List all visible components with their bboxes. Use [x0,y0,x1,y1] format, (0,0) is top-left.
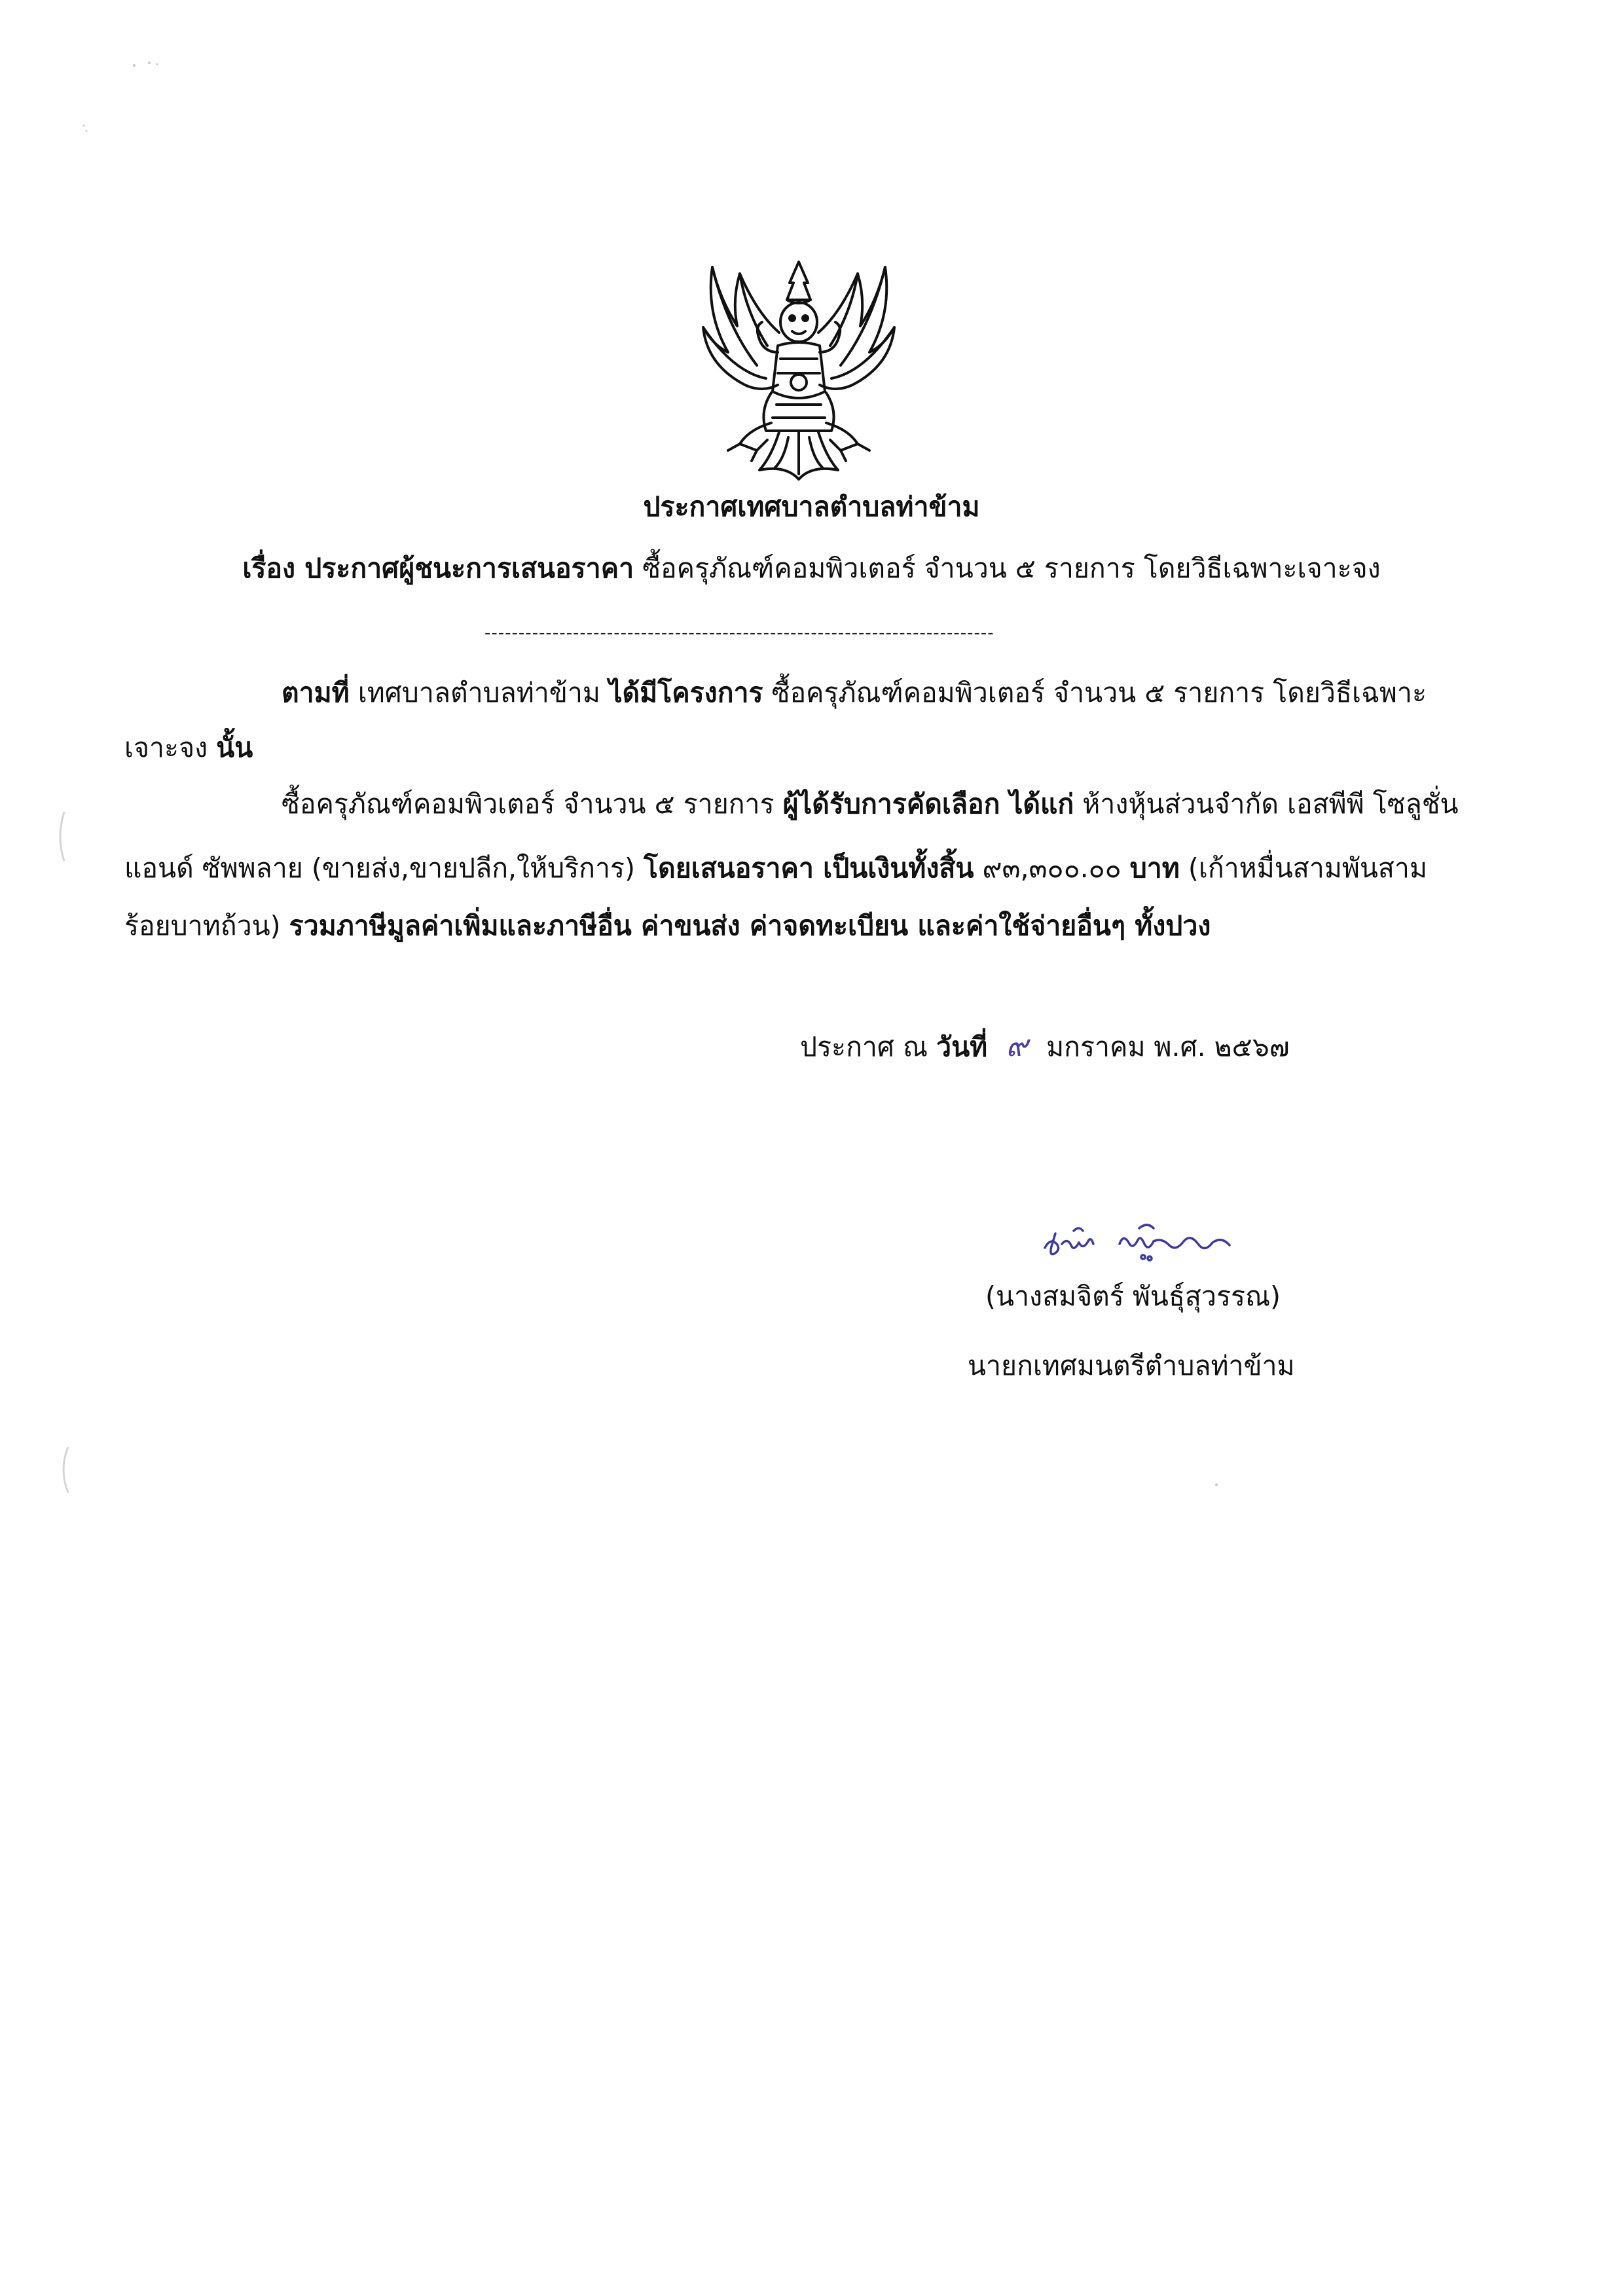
p1-agency: เทศบาลตำบลท่าข้าม [349,677,609,708]
p2-winner-label: ผู้ได้รับการคัดเลือก ได้แก่ [782,788,1074,820]
signatory-position: นายกเทศมนตรีตำบลท่าข้าม [968,1350,1295,1381]
p2-price-label: โดยเสนอราคา เป็นเงินทั้งสิ้น [644,852,974,884]
handwritten-signature [1041,1218,1257,1270]
date-month-year: มกราคม พ.ศ. ๒๕๖๗ [1046,1031,1290,1063]
garuda-emblem-icon [694,254,903,484]
p1-project-label: ได้มีโครงการ [608,677,763,708]
p2-item: ซื้อครุภัณฑ์คอมพิวเตอร์ จำนวน ๕ รายการ [282,788,783,820]
subject-label: เรื่อง ประกาศผู้ชนะการเสนอราคา [242,553,634,584]
p2-price-value: ๙๓,๓๐๐.๐๐ [974,852,1130,884]
p1-ref-label: ตามที่ [282,677,350,708]
p1-project-text: ซื้อครุภัณฑ์คอมพิวเตอร์ จำนวน ๕ รายการ โดยวิธีเฉพาะ [763,677,1427,708]
separator-line: --------------------------------------------------------------------------- [484,623,994,643]
p2-inclusive-note: รวมภาษีมูลค่าเพิ่มและภาษีอื่น ค่าขนส่ง ค่าจดทะเบียน และค่าใช้จ่ายอื่นๆ ทั้งปวง [289,910,1211,941]
p1-end-word: นั้น [216,732,253,763]
p2-price-words-cont: ร้อยบาทถ้วน) [124,910,289,941]
announcement-date [800,1030,1290,1061]
signatory-name: (นางสมจิตร์ พันธุ์สุวรรณ) [985,1281,1281,1312]
p2-winner-name-cont: แอนด์ ซัพพลาย (ขายส่ง,ขายปลีก,ให้บริการ) [124,852,644,884]
paragraph-1-line-2 [124,732,253,763]
day-value-handwritten: ๙ [1006,1028,1028,1063]
p1-continuation: เจาะจง [124,732,217,763]
paragraph-2-line-2 [124,852,1427,884]
date-prefix: ประกาศ ณ [800,1031,937,1063]
paragraph-2-line-3 [124,910,1211,941]
day-label: วันที่ [936,1031,988,1063]
agency-title: ประกาศเทศบาลตำบลท่าข้าม [643,491,980,522]
subject-line [0,555,1623,582]
paragraph-1-line-1 [282,677,1427,708]
p2-winner-name: ห้างหุ้นส่วนจำกัด เอสพีพี โซลูชั่น [1074,788,1459,820]
p2-price-words: (เก้าหมื่นสามพันสาม [1179,852,1427,884]
paragraph-2-line-1 [282,788,1459,820]
p2-currency: บาท [1129,852,1180,884]
subject-text: ซื้อครุภัณฑ์คอมพิวเตอร์ จำนวน ๕ รายการ โดยวิธีเฉพาะเจาะจง [642,553,1381,584]
